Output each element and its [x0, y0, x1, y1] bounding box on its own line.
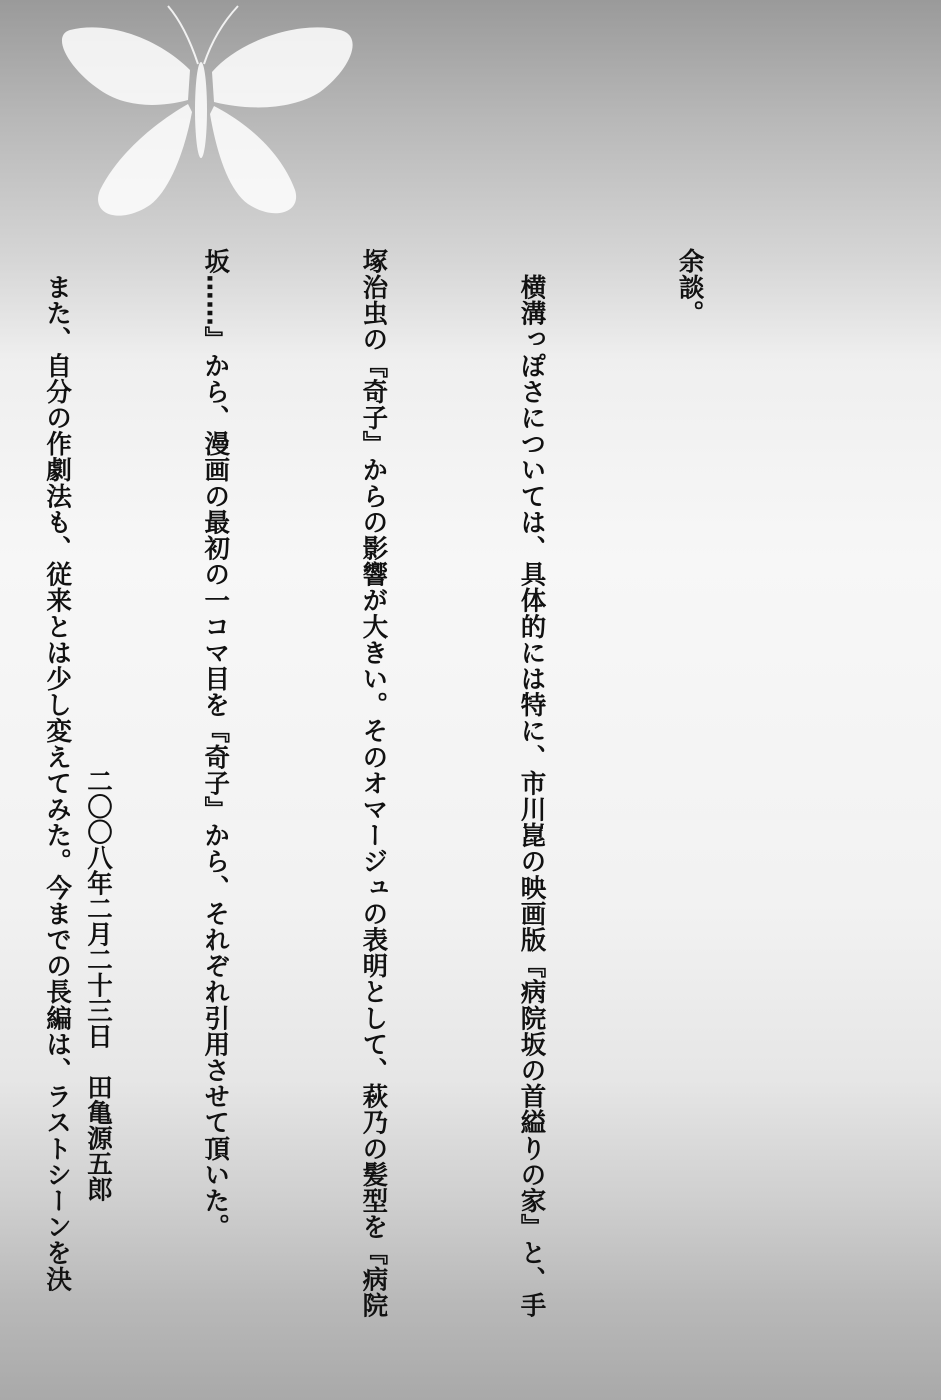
signature-date-author: 二〇〇八年二月二十三日 田亀源五郎 [83, 768, 113, 1202]
afterword-line: 塚治虫の『奇子』からの影響が大きい。そのオマージュの表明として、萩乃の髪型を『病院 [358, 248, 389, 1319]
afterword-line: また、自分の作劇法も、従来とは少し変えてみた。今までの長編は、ラストシーンを決 [42, 248, 73, 1292]
afterword-line: 坂……』から、漫画の最初の一コマ目を『奇子』から、それぞれ引用させて頂いた。 [200, 248, 231, 1240]
butterfly-icon [40, 0, 370, 240]
afterword-line: 横溝っぽさについては、具体的には特に、市川崑の映画版『病院坂の首縊りの家』と、手 [516, 248, 547, 1319]
afterword-line: 余談。 [674, 248, 705, 327]
